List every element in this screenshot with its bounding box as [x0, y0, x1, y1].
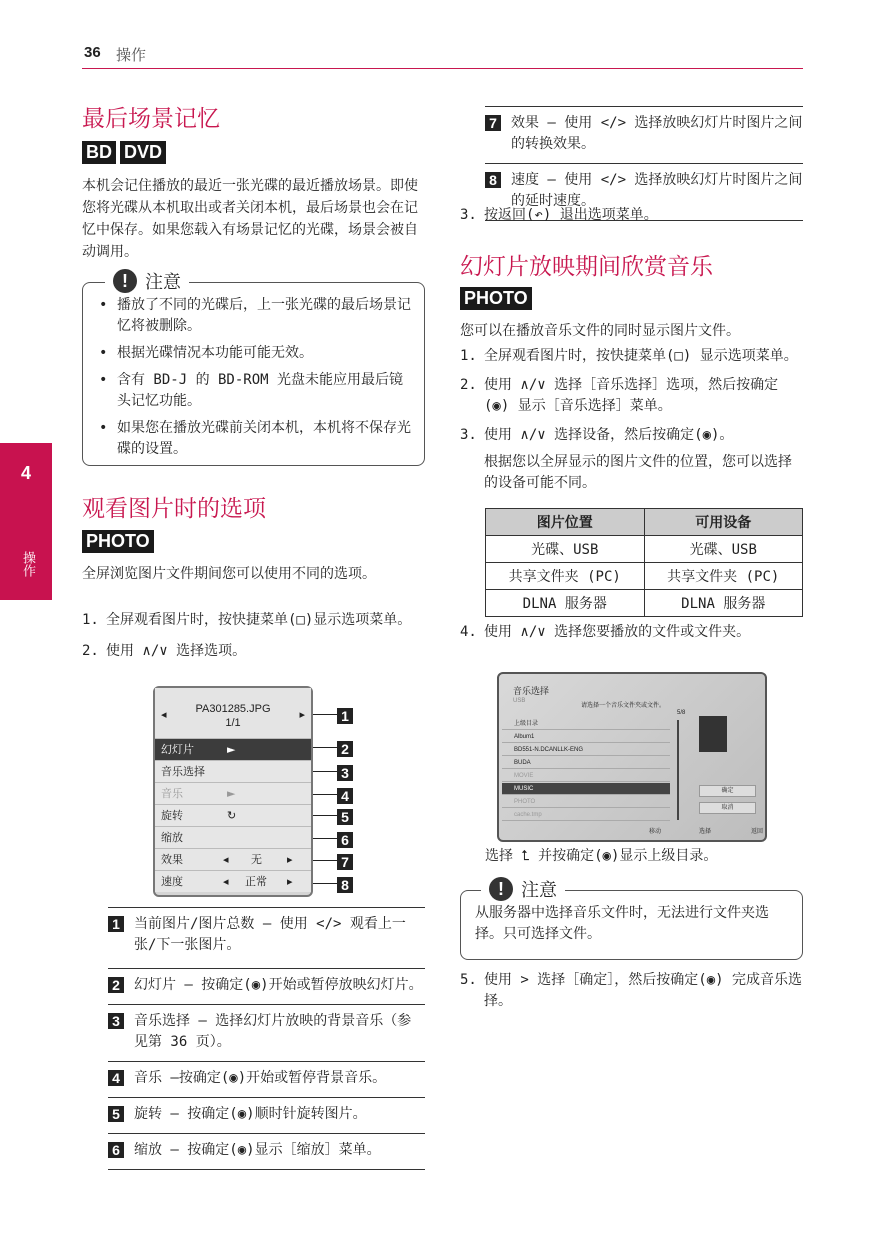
legend-list-continued — [485, 106, 803, 221]
legend-item: 5 旋转 – 按确定(◉)顺时针旋转图片。 — [108, 1098, 425, 1134]
note-box — [82, 271, 425, 466]
callout-6: 6 — [337, 832, 353, 848]
exclamation-icon: ! — [489, 877, 513, 901]
legend-list — [108, 907, 425, 1170]
note-box — [460, 879, 803, 960]
paragraph: 本机会记住播放的最近一张光碟的最近播放场景。即使您将光碟从本机取出或者关闭本机，最后场景也会在记忆中保存。如果您载入有场景记忆的光碟，场景会被自动调用。 — [82, 178, 418, 260]
caption: 选择 ⮤ 并按确定(◉)显示上级目录。 — [485, 848, 718, 864]
menu-header: ◂ PA301285.JPG 1/1 ▸ — [155, 688, 311, 738]
menu-item: 缩放 — [155, 826, 311, 848]
step: 5. 使用 > 选择［确定］，然后按确定(◉) 完成音乐选择。 — [460, 972, 802, 1009]
chapter-label: 操作 — [20, 551, 35, 577]
legend-item: 3 音乐选择 – 选择幻灯片放映的背景音乐（参见第 36 页）。 — [108, 1005, 425, 1062]
section-title-photo-options: 观看图片时的选项 — [82, 496, 266, 522]
menu-item: 音乐 ► — [155, 782, 311, 804]
note-heading — [105, 268, 189, 294]
step: 4. 使用 ∧/∨ 选择您要播放的文件或文件夹。 — [460, 624, 751, 640]
music-select-screenshot: 音乐选择 USB 请选择一个音乐文件夹或文件。 5/8 上级目录 Album1 BD551-N.DCANLLK-ENG BUDA MOVIE MUSIC PHOTO cache.tmp 确定 取消 移动 选择 返回 — [497, 672, 767, 842]
badge-bd: BD — [82, 141, 116, 164]
exclamation-icon: ! — [113, 269, 137, 293]
section-title-last-scene: 最后场景记忆 — [82, 106, 220, 132]
note-heading: ! 注意 — [481, 876, 565, 902]
note-text: 从服务器中选择音乐文件时，无法进行文件夹选择。只可选择文件。 — [475, 905, 769, 942]
note-item: • 根据光碟情况本功能可能无效。 — [99, 345, 313, 361]
callout-7: 7 — [337, 854, 353, 870]
menu-item: 音乐选择 — [155, 760, 311, 782]
legend-item: 1 当前图片/图片总数 – 使用 </> 观看上一张/下一张图片。 — [108, 908, 425, 969]
callout-2: 2 — [337, 741, 353, 757]
badge-dvd: DVD — [120, 141, 166, 164]
menu-item: 效果 ◂ 无 ▸ — [155, 848, 311, 870]
disc-badges — [82, 141, 170, 164]
legend-item: 7 效果 – 使用 </> 选择放映幻灯片时图片之间的转换效果。 — [485, 107, 803, 164]
header-rule — [82, 68, 803, 69]
chapter-number: 4 — [20, 463, 31, 483]
chapter-tab — [0, 443, 52, 600]
callout-5: 5 — [337, 809, 353, 825]
steps: 您可以在播放音乐文件的同时显示图片文件。 1. 全屏观看图片时，按快捷菜单(□) 显示选项菜单。 2. 使用 ∧/∨ 选择［音乐选择］选项，然后按确定(◉) 显示［音乐选择］菜单。 3. 使用 ∧/∨ 选择设备，然后按确定(◉)。 根据您以全屏显示的图片文件的位置，您可以选择的设备可能不同。 — [460, 323, 798, 491]
section-name: 操作 — [116, 46, 147, 64]
callout-4: 4 — [337, 788, 353, 804]
callout-8: 8 — [337, 877, 353, 893]
menu-item: 旋转 ↻ — [155, 804, 311, 826]
section-title-music-slideshow: 幻灯片放映期间欣赏音乐 — [460, 254, 713, 280]
menu-item: 速度 ◂ 正常 ▸ — [155, 870, 311, 892]
steps: 1. 全屏观看图片时，按快捷菜单(□)显示选项菜单。 2. 使用 ∧/∨ 选择选项。 — [82, 612, 412, 659]
badge-photo: PHOTO — [82, 530, 154, 553]
device-table: 图片位置 可用设备 光碟、USB 光碟、USB 共享文件夹 (PC) 共享文件夹 (PC) DLNA 服务器 DLNA 服务器 — [485, 508, 803, 617]
note-item: • 含有 BD-J 的 BD-ROM 光盘未能应用最后镜头记忆功能。 — [99, 372, 404, 409]
page-number: 36 — [84, 44, 101, 61]
legend-item: 4 音乐 –按确定(◉)开始或暂停背景音乐。 — [108, 1062, 425, 1098]
callout-1: 1 — [337, 708, 353, 724]
step: 3. 按返回(↶) 退出选项菜单。 — [460, 207, 658, 223]
note-item: • 播放了不同的光碟后，上一张光碟的最后场景记忆将被删除。 — [99, 297, 411, 334]
legend-item: 6 缩放 – 按确定(◉)显示［缩放］菜单。 — [108, 1134, 425, 1170]
callout-3: 3 — [337, 765, 353, 781]
note-item: • 如果您在播放光碟前关闭本机，本机将不保存光碟的设置。 — [99, 420, 411, 457]
menu-item: 幻灯片 ► — [155, 738, 311, 760]
options-menu-screenshot — [153, 686, 313, 897]
legend-item: 2 幻灯片 – 按确定(◉)开始或暂停放映幻灯片。 — [108, 969, 425, 1005]
badge-photo: PHOTO — [460, 287, 532, 310]
note-title: 注意 — [145, 272, 181, 293]
paragraph: 全屏浏览图片文件期间您可以使用不同的选项。 — [82, 566, 376, 582]
legend-item: 8 速度 – 使用 </> 选择放映幻灯片时图片之间的延时速度。 — [485, 164, 803, 221]
